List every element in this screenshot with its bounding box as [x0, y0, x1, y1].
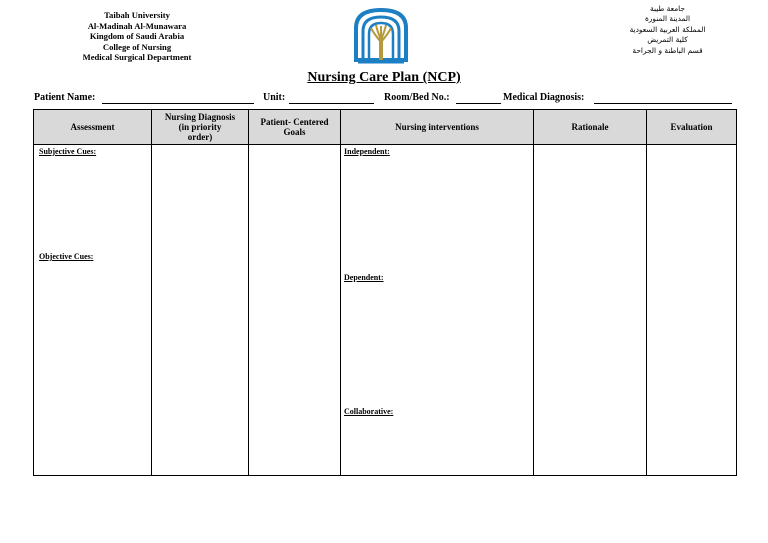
header-university: Taibah University [104, 10, 170, 20]
col-goals [249, 110, 341, 145]
subjective-cues-label: Subjective Cues: [39, 147, 97, 156]
rationale-cell[interactable] [534, 145, 647, 476]
medical-diagnosis-field[interactable] [594, 103, 732, 104]
care-plan-table [33, 109, 737, 476]
col-nursing-diagnosis-line3: order) [187, 132, 213, 142]
university-header-english [42, 10, 232, 63]
col-goals-line1: Patient- Centered [260, 117, 329, 127]
col-nursing-diagnosis-line2: (in priority [178, 122, 222, 132]
header-ar-department: قسم الباطنة و الجراحة [632, 45, 703, 55]
header-ar-university: جامعة طيبة [650, 4, 685, 13]
collaborative-label: Collaborative: [344, 407, 394, 416]
room-bed-label: Room/Bed No.: [384, 92, 450, 103]
col-goals-line2: Goals [283, 127, 306, 137]
col-rationale: Rationale [534, 110, 647, 145]
col-evaluation: Evaluation [647, 110, 737, 145]
col-nursing-diagnosis [152, 110, 249, 145]
header-department: Medical Surgical Department [82, 52, 192, 63]
page-title: Nursing Care Plan (NCP) [307, 70, 461, 85]
evaluation-cell[interactable] [647, 145, 737, 476]
patient-info-row [34, 92, 734, 106]
room-bed-field[interactable] [456, 103, 501, 104]
header-kingdom: Kingdom of Saudi Arabia [89, 31, 185, 42]
university-crest-icon [350, 6, 412, 66]
interventions-cell[interactable] [341, 145, 534, 476]
col-assessment: Assessment [34, 110, 152, 145]
assessment-cell[interactable] [34, 145, 152, 476]
table-header-row [34, 110, 737, 145]
dependent-label: Dependent: [344, 273, 384, 282]
unit-label: Unit: [263, 92, 286, 103]
patient-name-label: Patient Name: [34, 92, 96, 103]
header-college: College of Nursing [102, 41, 172, 52]
objective-cues-label: Objective Cues: [39, 252, 94, 261]
header-ar-city: المدينة المنورة [644, 14, 691, 24]
university-header-arabic [600, 4, 735, 56]
nursing-diagnosis-cell[interactable] [152, 145, 249, 476]
medical-diagnosis-label: Medical Diagnosis: [503, 92, 585, 103]
patient-name-field[interactable] [102, 103, 254, 104]
independent-label: Independent: [344, 147, 390, 156]
header-city: Al-Madinah Al-Munawara [87, 20, 187, 31]
col-interventions: Nursing interventions [341, 110, 534, 145]
header-ar-college: كلية التمريض [647, 35, 688, 45]
unit-field[interactable] [289, 103, 374, 104]
col-nursing-diagnosis-line1: Nursing Diagnosis [164, 112, 236, 122]
header-ar-kingdom: المملكة العربية السعودية [629, 24, 706, 34]
table-body-row [34, 145, 737, 476]
goals-cell[interactable] [249, 145, 341, 476]
